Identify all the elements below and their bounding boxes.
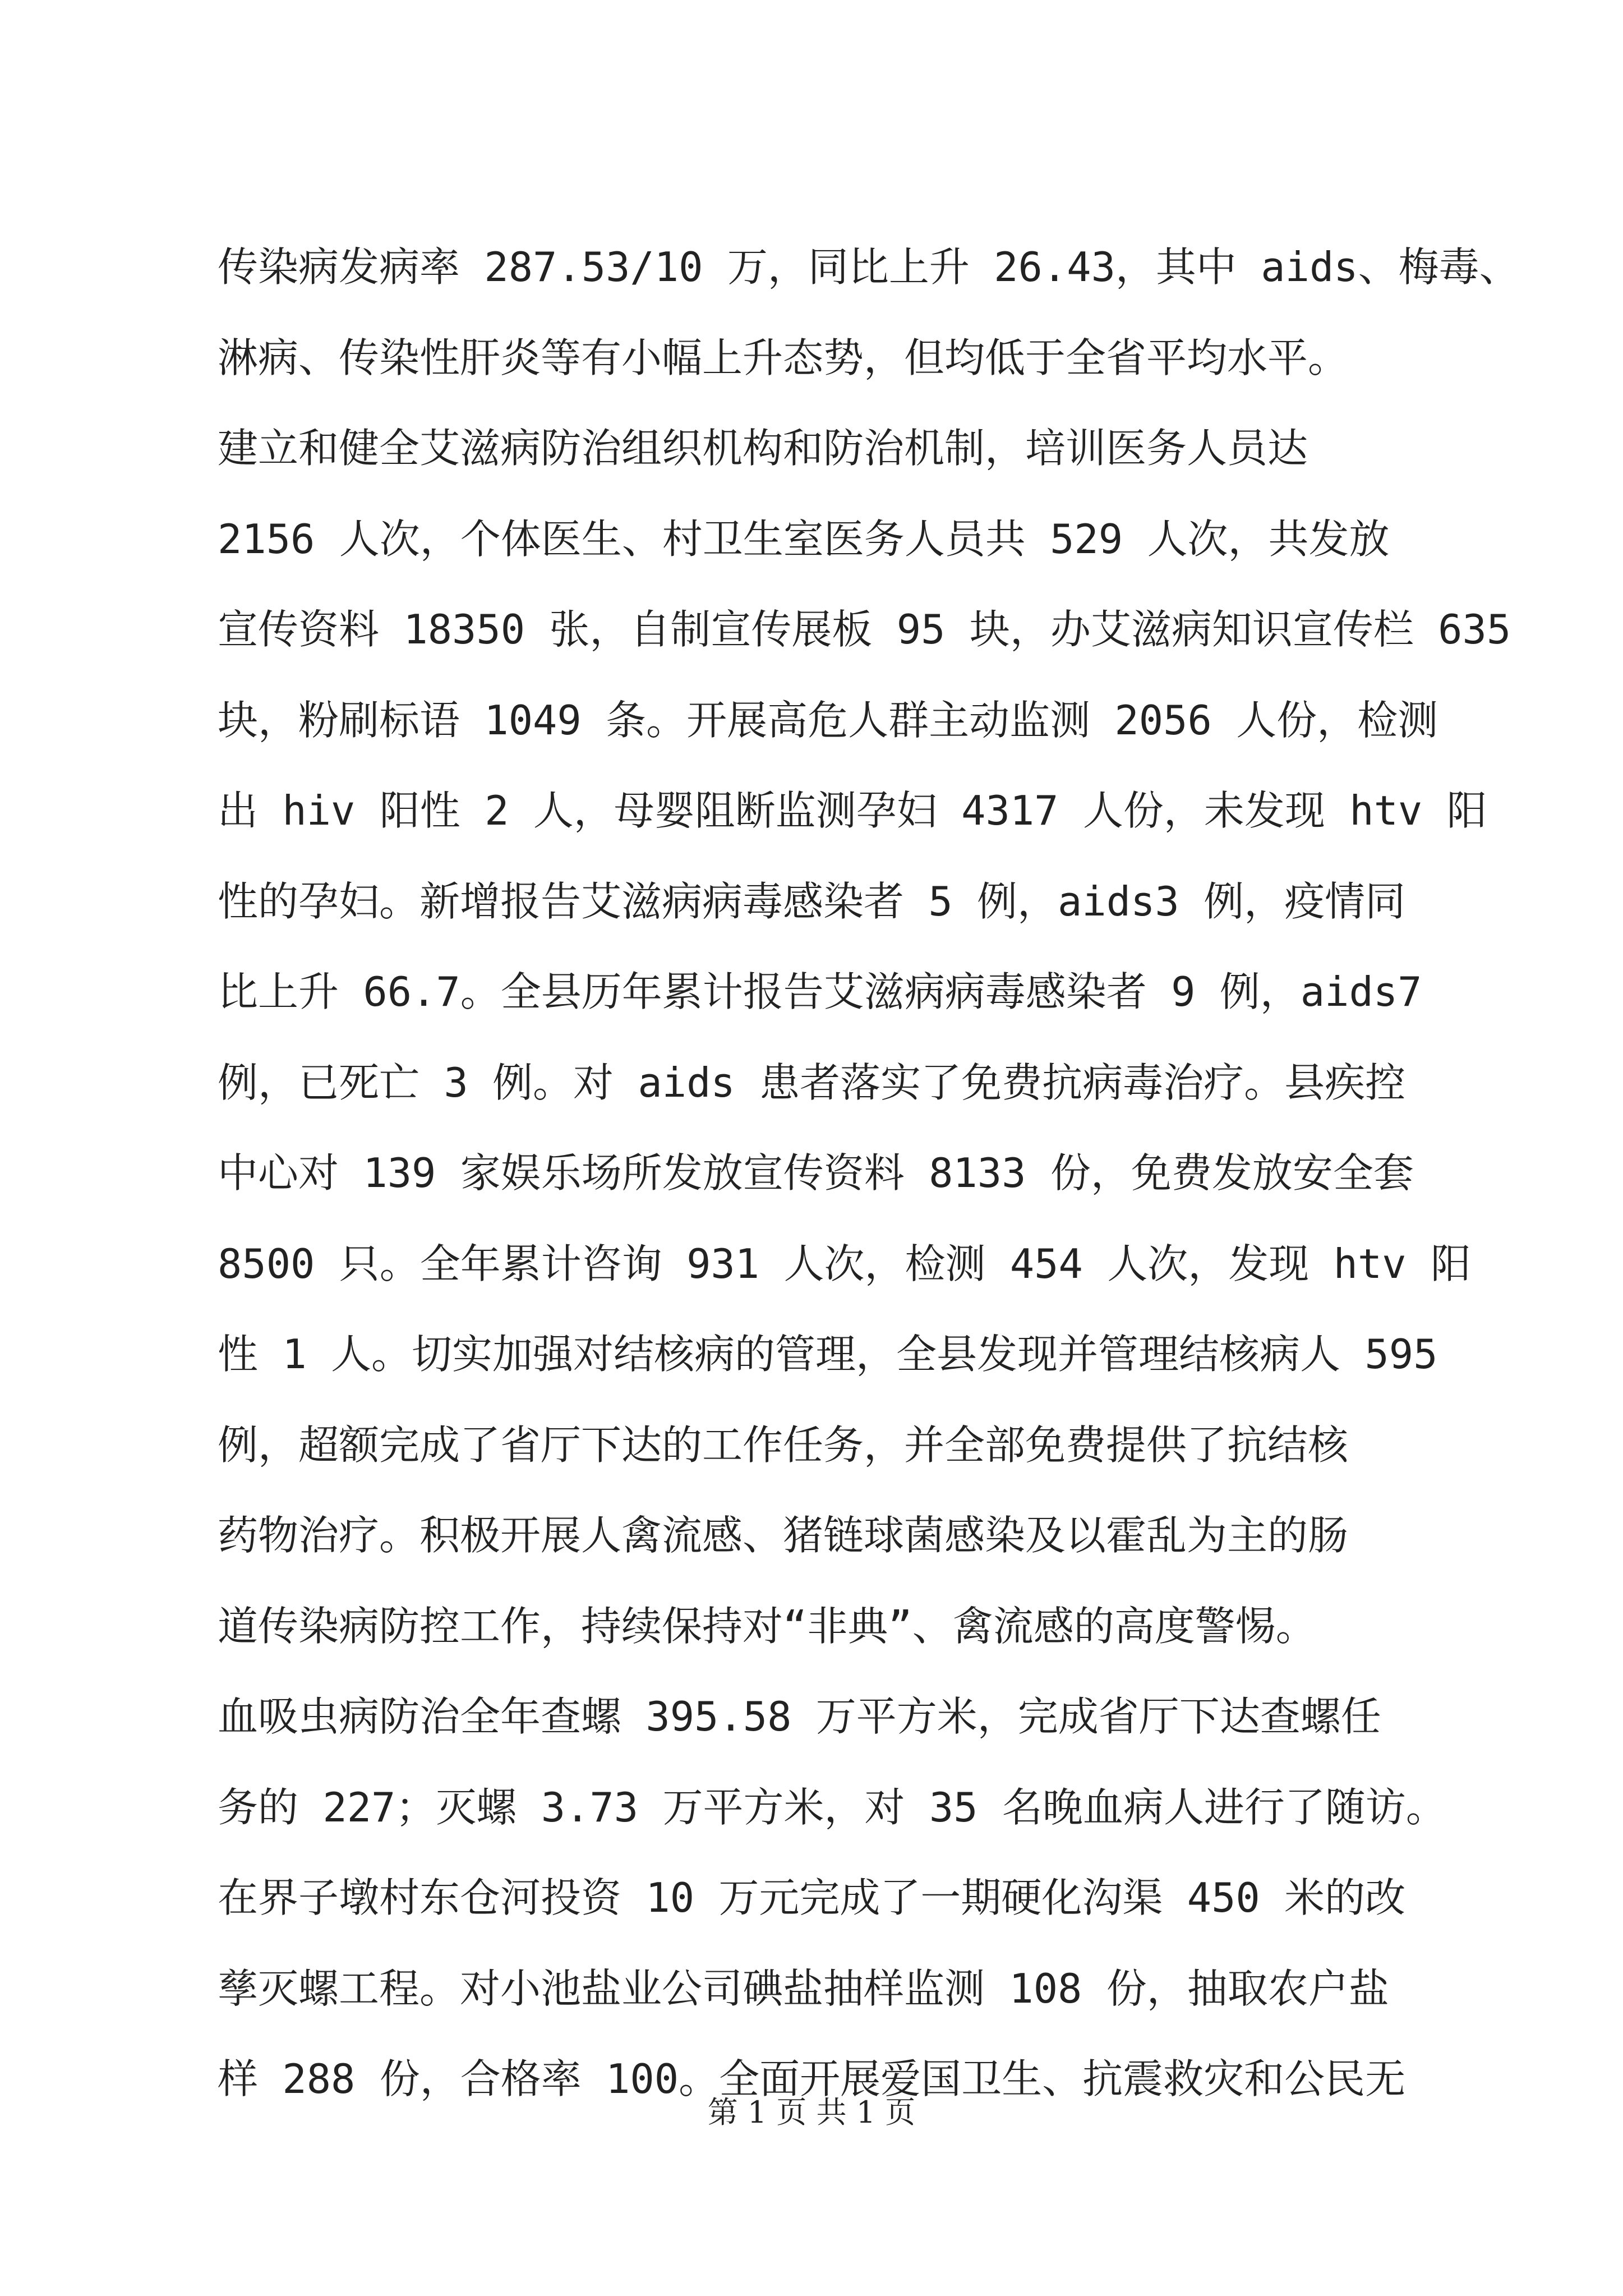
text-line: 药物治疗。积极开展人禽流感、猪链球菌感染及以霍乱为主的肠 [218, 1512, 1349, 1559]
text-line: 建立和健全艾滋病防治组织机构和防治机制，培训医务人员达 [218, 425, 1308, 472]
text-line: 出 hiv 阳性 2 人，母婴阻断监测孕妇 4317 人份，未发现 htv 阳 [218, 787, 1487, 834]
text-line: 中心对 139 家娱乐场所发放宣传资料 8133 份，免费发放安全套 [218, 1149, 1414, 1197]
text-line: 道传染病防控工作，持续保持对“非典”、禽流感的高度警惕。 [218, 1602, 1316, 1650]
page-footer [0, 2090, 1623, 2135]
text-line: 在界子墩村东仓河投资 10 万元完成了一期硬化沟渠 450 米的改 [218, 1874, 1406, 1921]
text-line: 传染病发病率 287.53/10 万，同比上升 26.43，其中 aids、梅毒、 [218, 243, 1520, 291]
text-line: 块，粉刷标语 1049 条。开展高危人群主动监测 2056 人份，检测 [218, 696, 1438, 744]
text-line: 例，已死亡 3 例。对 aids 患者落实了免费抗病毒治疗。县疾控 [218, 1059, 1406, 1106]
text-line: 例，超额完成了省厅下达的工作任务，并全部免费提供了抗结核 [218, 1421, 1349, 1469]
text-line: 务的 227；灭螺 3.73 万平方米，对 35 名晚血病人进行了随访。 [218, 1783, 1446, 1831]
text-line: 样 288 份，合格率 100。全面开展爱国卫生、抗震救灾和公民无 [218, 2055, 1406, 2102]
text-line: 8500 只。全年累计咨询 931 人次，检测 454 人次，发现 htv 阳 [218, 1240, 1471, 1287]
text-line: 2156 人次，个体医生、村卫生室医务人员共 529 人次，共发放 [218, 515, 1390, 563]
text-line: 宣传资料 18350 张，自制宣传展板 95 块，办艾滋病知识宣传栏 635 [218, 606, 1511, 653]
text-line: 性 1 人。切实加强对结核病的管理，全县发现并管理结核病人 595 [218, 1331, 1438, 1378]
page-number-label: 第 1 页 共 1 页 [707, 2095, 916, 2130]
body-text [218, 222, 1520, 2125]
text-line: 淋病、传染性肝炎等有小幅上升态势，但均低于全省平均水平。 [218, 334, 1349, 381]
text-line: 孳灭螺工程。对小池盐业公司碘盐抽样监测 108 份，抽取农户盐 [218, 1964, 1389, 2012]
text-line: 性的孕妇。新增报告艾滋病病毒感染者 5 例，aids3 例，疫情同 [218, 877, 1406, 925]
text-line: 血吸虫病防治全年查螺 395.58 万平方米，完成省厅下达查螺任 [218, 1693, 1381, 1740]
text-line: 比上升 66.7。全县历年累计报告艾滋病病毒感染者 9 例，aids7 [218, 968, 1422, 1015]
